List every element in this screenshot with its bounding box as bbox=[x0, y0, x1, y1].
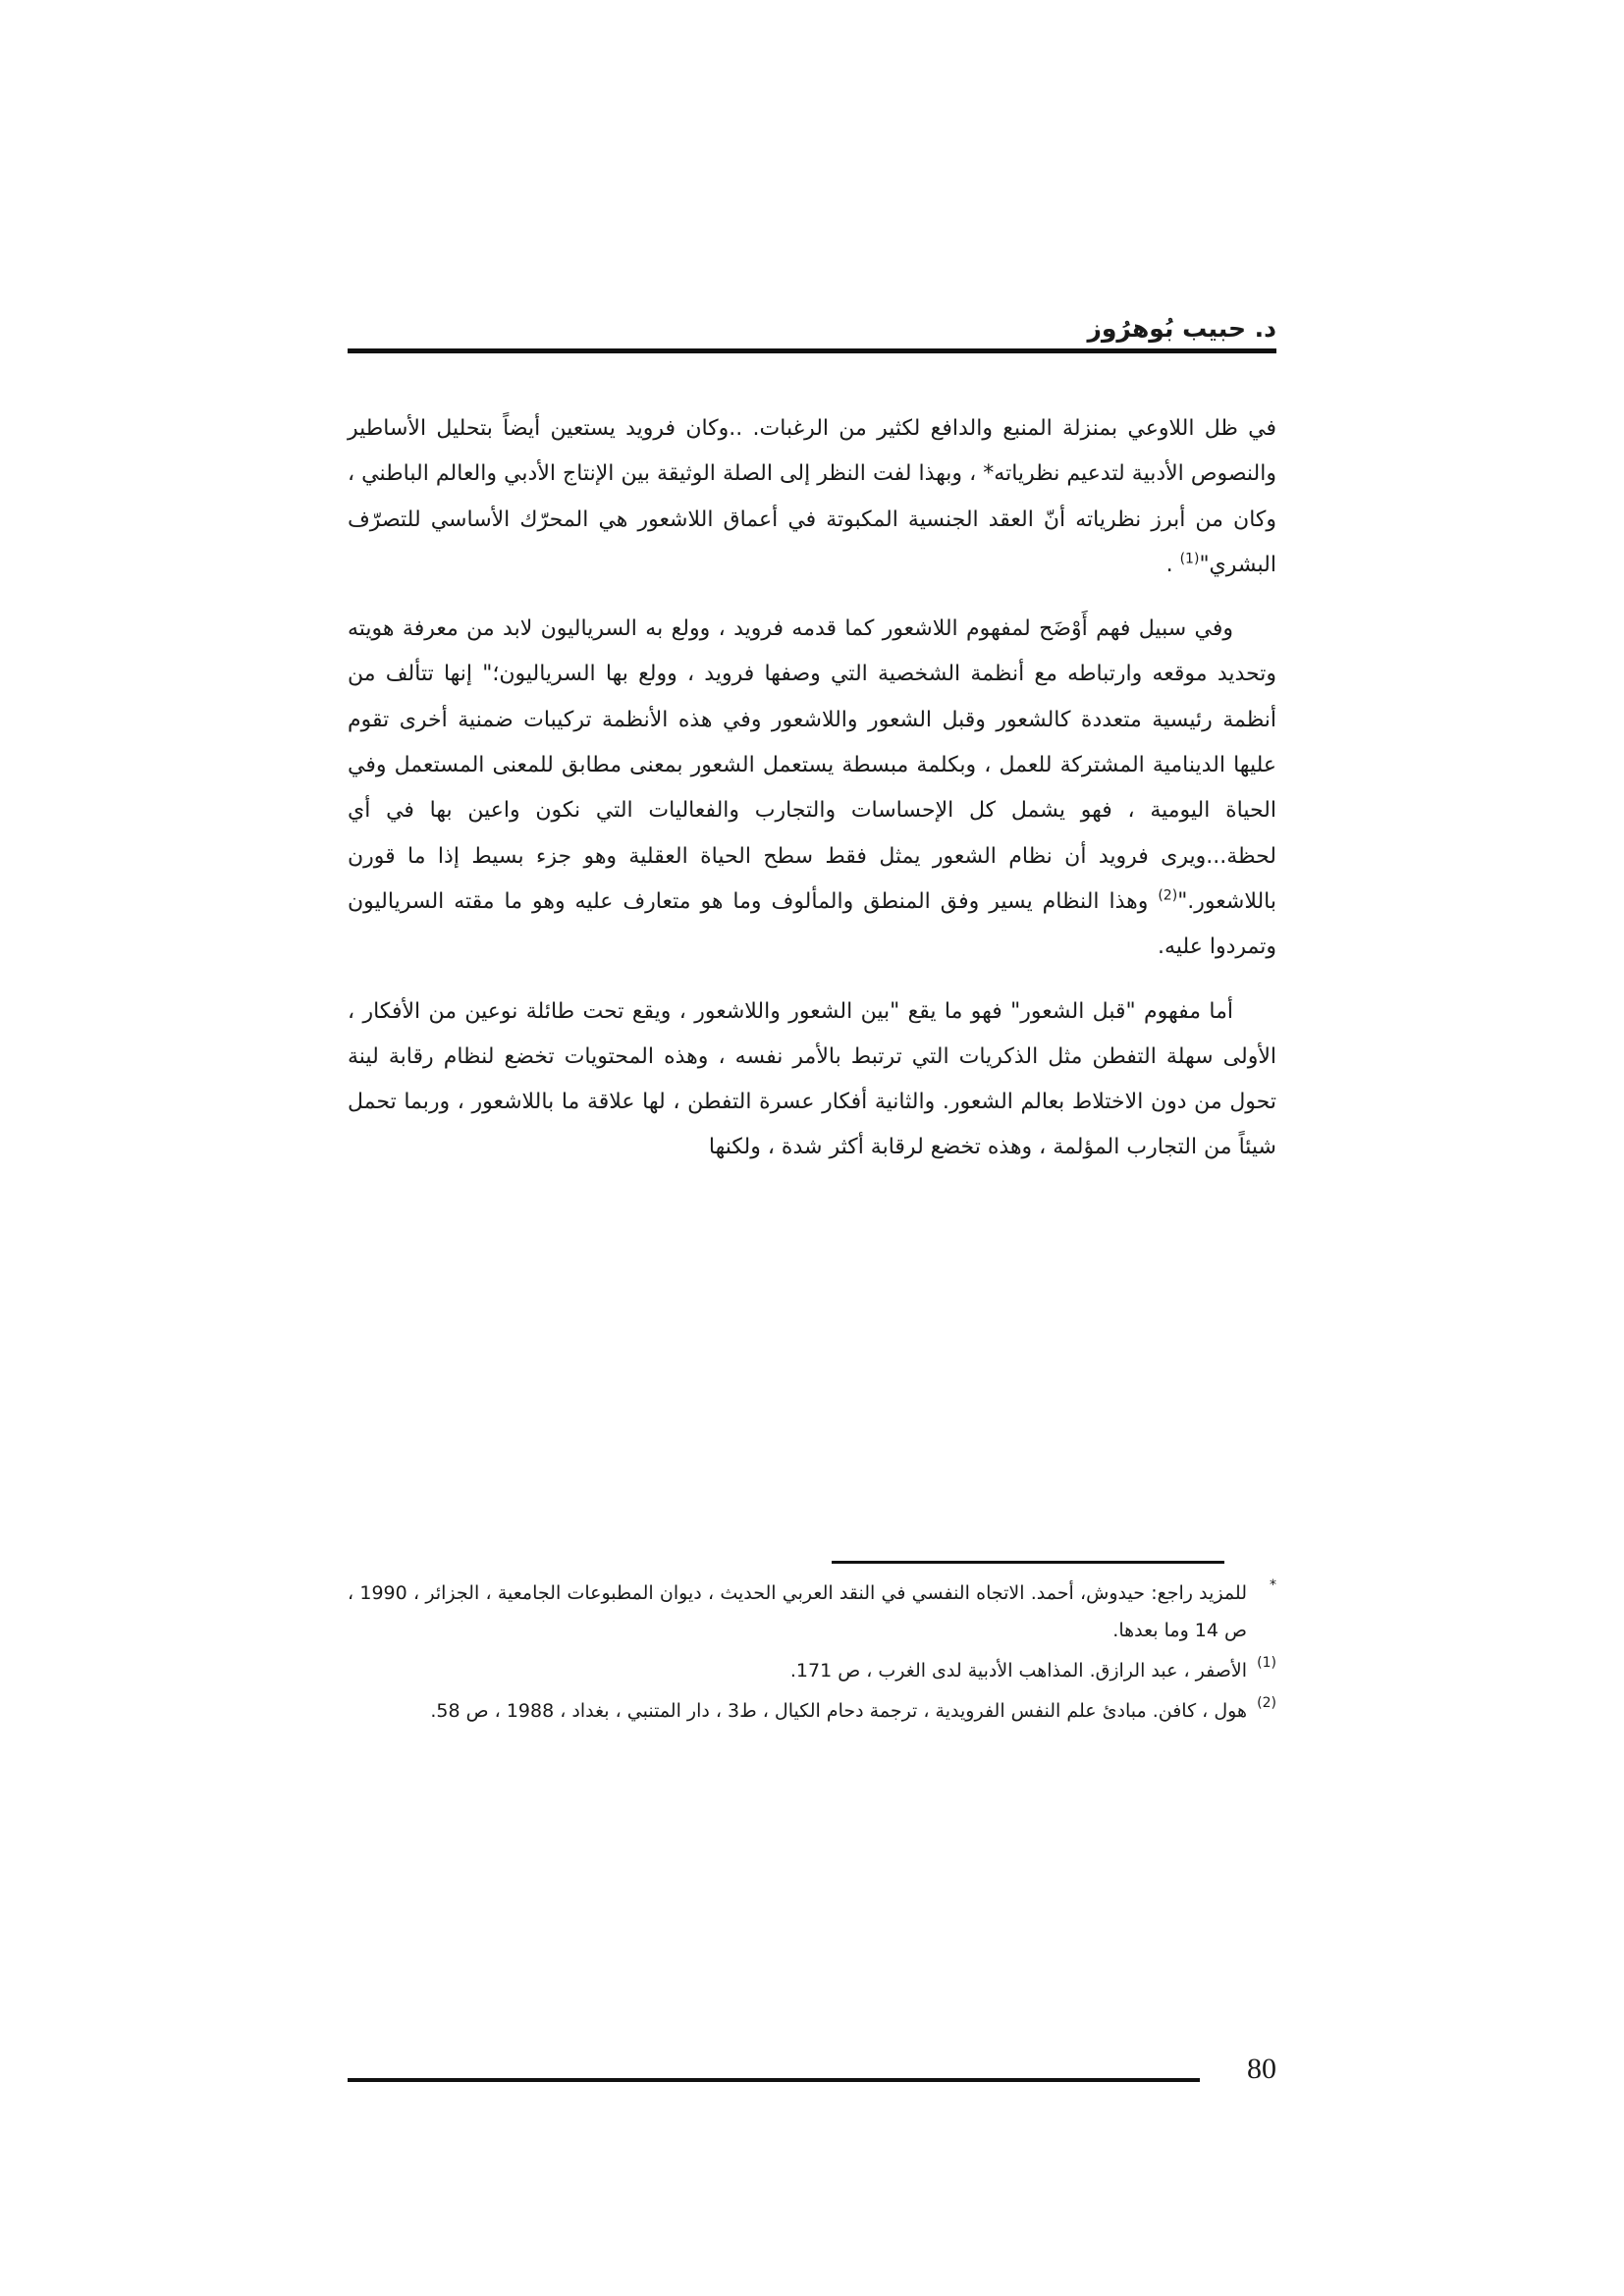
footnote-separator bbox=[832, 1561, 1224, 1564]
paragraph-1 bbox=[348, 406, 1276, 588]
footer-rule bbox=[348, 2078, 1200, 2082]
footnote-ref-1: (1) bbox=[1179, 551, 1200, 567]
footnote-text: للمزيد راجع: حيدوش، أحمد. الاتجاه النفسي في النقد العربي الحديث ، ديوان المطبوعات الجامعية ، الجزائر ، 1990 ، ص 14 وما بعدها. bbox=[348, 1582, 1247, 1641]
paragraph-2-text: وفي سبيل فهم أَوْضَح لمفهوم اللاشعور كما قدمه فرويد ، وولع به السرياليون لابد من معرفة هويته وتحديد موقعه وارتباطه مع أنظمة الشخصية التي وصفها فرويد ، وولع بها السرياليون؛" إنها تتألف من أنظمة رئيسية متعددة كالشعور وقبل الشعور واللاشعور وفي هذه الأنظمة تركيبات ضمنية أخرى تقوم عليها الدينامية المشتركة للعمل ، وبكلمة مبسطة يستعمل الشعور بمعنى مطابق للمعنى المستعمل وفي الحياة اليومية ، فهو يشمل كل الإحساسات والتجارب والفعاليات التي نكون واعين بها في أي لحظة...ويرى فرويد أن نظام الشعور يمثل فقط سطح الحياة العقلية وهو جزء بسيط إذا ما قورن باللاشعور." bbox=[348, 616, 1276, 914]
footnote-star bbox=[348, 1575, 1276, 1649]
running-header-author: د. حبيب بُوهرُوز bbox=[1087, 314, 1276, 343]
main-text bbox=[348, 406, 1276, 1171]
footnote-1 bbox=[348, 1652, 1276, 1689]
footnotes bbox=[348, 1575, 1276, 1733]
page-number: 80 bbox=[1247, 2053, 1276, 2085]
paragraph-3 bbox=[348, 989, 1276, 1171]
paragraph-2-tail: وهذا النظام يسير وفق المنطق والمألوف وما هو متعارف عليه وهو ما مقته السرياليون وتمردوا عليه. bbox=[348, 888, 1276, 960]
paragraph-1-tail: . bbox=[1165, 552, 1180, 577]
header-rule bbox=[348, 348, 1276, 353]
footnote-marker: (1) bbox=[1257, 1655, 1276, 1671]
paragraph-3-text: أما مفهوم "قبل الشعور" فهو ما يقع "بين الشعور واللاشعور ، ويقع تحت طائلة نوعين من الأفكار ، الأولى سهلة التفطن مثل الذكريات التي ترتبط بالأمر نفسه ، وهذه المحتويات تخضع لنظام رقابة لينة تحول من دون الاختلاط بعالم الشعور. والثانية أفكار عسرة التفطن ، لها علاقة ما باللاشعور ، وربما تحمل شيئاً من التجارب المؤلمة ، وهذه تخضع لرقابة أكثر شدة ، ولكنها bbox=[348, 998, 1276, 1160]
paragraph-2 bbox=[348, 607, 1276, 970]
footnote-ref-2: (2) bbox=[1158, 887, 1178, 904]
footnote-2 bbox=[348, 1692, 1276, 1730]
paragraph-1-text: في ظل اللاوعي بمنزلة المنبع والدافع لكثير من الرغبات. ..وكان فرويد يستعين أيضاً بتحليل الأساطير والنصوص الأدبية لتدعيم نظرياته* ، وبهذا لفت النظر إلى الصلة الوثيقة بين الإنتاج الأدبي والعالم الباطني ، وكان من أبرز نظرياته أنّ العقد الجنسية المكبوتة في أعماق اللاشعور هي المحرّك الأساسي للتصرّف البشري" bbox=[348, 416, 1276, 577]
footnote-text: الأصفر ، عبد الرازق. المذاهب الأدبية لدى الغرب ، ص 171. bbox=[789, 1660, 1247, 1682]
footnote-marker: (2) bbox=[1257, 1695, 1276, 1711]
footnote-marker: * bbox=[1270, 1577, 1276, 1593]
footnote-text: هول ، كافن. مبادئ علم النفس الفرويدية ، ترجمة دحام الكيال ، ط3 ، دار المتنبي ، بغداد ، 1988 ، ص 58. bbox=[430, 1700, 1247, 1722]
